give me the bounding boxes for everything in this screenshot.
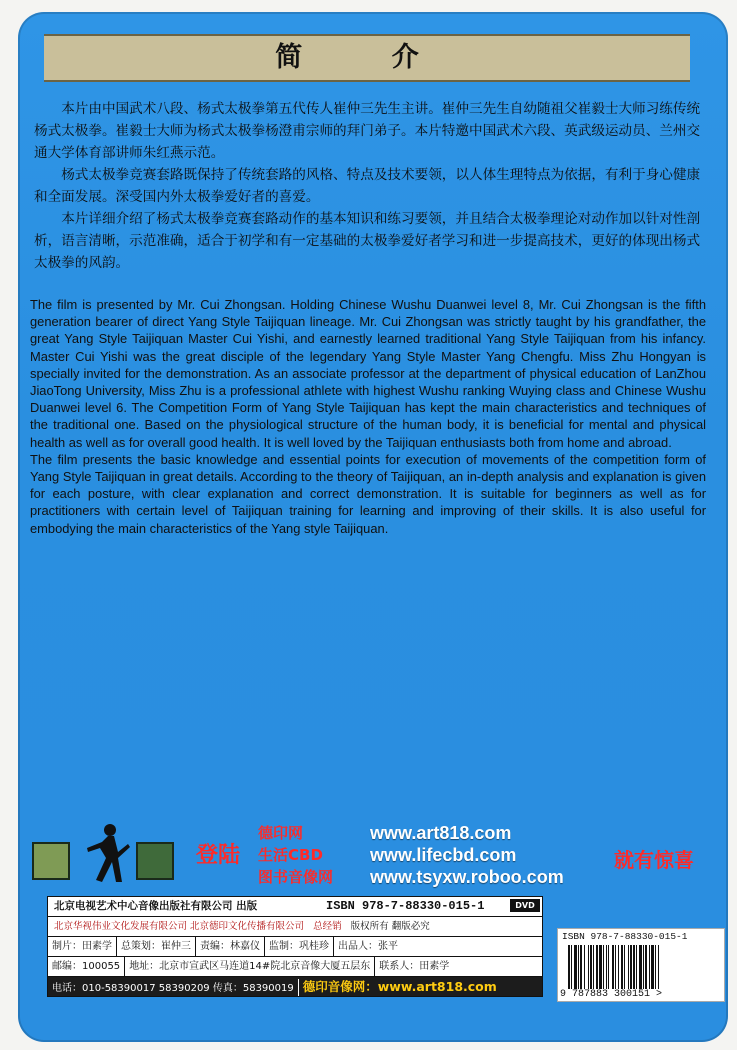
promo-sites xyxy=(258,822,333,888)
isbn-text: ISBN 978-7-88330-015-1 xyxy=(326,899,485,913)
cn-paragraph-3: 本片详细介绍了杨式太极拳竞赛套路动作的基本知识和练习要领，并且结合太极拳理论对动作加以针对性剖析，语言清晰，示范准确，适合于初学和有一定基础的太极拳爱好者学习和进一步提高技术，更好的体现出杨式太极拳的风韵。 xyxy=(34,211,701,271)
distributors: 北京华视伟业文化发展有限公司 北京德印文化传播有限公司 xyxy=(54,921,305,932)
publisher-name: 北京电视艺术中心音像出版社有限公司 出版 xyxy=(54,900,258,912)
site-label: 德印音像网：www.art818.com xyxy=(302,979,497,994)
phone: 电话：010-58390017 58390209 传真：58390019 xyxy=(48,979,299,996)
promo-url-2: www.lifecbd.com xyxy=(370,845,517,865)
info-row-address xyxy=(48,957,542,977)
rights-notice: 版权所有 翻版必究 xyxy=(350,921,430,932)
promo-url-3: www.tsyxw.roboo.com xyxy=(370,867,564,887)
calligraphy-logo-icon xyxy=(136,842,174,880)
promo-urls xyxy=(370,822,564,888)
promo-url-1: www.art818.com xyxy=(370,823,512,843)
info-row-publisher xyxy=(48,897,542,917)
promo-site-2: 生活CBD xyxy=(258,846,323,864)
barcode-digits: 9 787883 300151 > xyxy=(560,989,663,1000)
distributor-role: 总经销 xyxy=(313,921,342,932)
barcode-isbn: ISBN 978-7-88330-015-1 xyxy=(562,931,688,942)
publisher-logos xyxy=(32,836,212,896)
isbn-barcode xyxy=(557,928,725,1002)
postcode: 邮编：100055 xyxy=(48,957,125,976)
cn-paragraph-2: 杨式太极拳竞赛套路既保持了传统套路的风格、特点及技术要领，以人体生理特点为依据，有利于身心健康和全面发展。深受国内外太极拳爱好者的喜爱。 xyxy=(34,167,701,205)
info-row-phone xyxy=(48,977,542,996)
info-row-credits xyxy=(48,937,542,957)
promo-surprise: 就有惊喜 xyxy=(614,848,694,872)
dvd-logo-icon: DVD xyxy=(510,899,540,912)
credit-supervisor: 监制：巩桂珍 xyxy=(265,937,334,956)
promo-login: 登陆 xyxy=(196,843,241,868)
intro-title: 简 介 xyxy=(44,34,690,82)
credit-producer: 制片：田素学 xyxy=(48,937,117,956)
promo-site-1: 德印网 xyxy=(258,824,304,842)
english-description xyxy=(30,296,706,537)
taiji-figure-icon xyxy=(84,822,132,884)
seal-logo-icon xyxy=(32,842,70,880)
credit-planner: 总策划：崔仲三 xyxy=(117,937,196,956)
info-row-distributors xyxy=(48,917,542,937)
cn-paragraph-1: 本片由中国武术八段、杨式太极拳第五代传人崔仲三先生主讲。崔仲三先生自幼随祖父崔毅士大师习练传统杨式太极拳。崔毅士大师为杨式太极拳杨澄甫宗师的拜门弟子。本片特邀中国武术六段、英武级运动员、兰州交通大学体育部讲师朱红燕示范。 xyxy=(34,101,701,161)
address: 地址：北京市宣武区马连道14#院北京音像大厦五层东 xyxy=(125,957,375,976)
credit-presenter: 出品人：张平 xyxy=(338,941,398,952)
publication-info-table xyxy=(47,896,543,997)
contact: 联系人：田素学 xyxy=(379,961,450,972)
en-paragraph-2: The film presents the basic knowledge and essential points for execution of movements of the competition form of Yang Style Taijiquan in great details. According to the theory of Taijiquan, an in-depth analysis and explanation is given for each posture, with clear explanation and correct demonstration. It is suitable for beginners as well as for practitioners with certain level of Taijiquan training for learning and improving of their skills. It is also useful for embodying the main characteristics of the Yang style Taijiquan. xyxy=(30,451,706,536)
promo-site-3: 图书音像网 xyxy=(258,868,334,886)
barcode-bars-icon xyxy=(568,945,714,989)
chinese-description xyxy=(34,98,702,274)
credit-editor: 责编：林嘉仪 xyxy=(196,937,265,956)
en-paragraph-1: The film is presented by Mr. Cui Zhongsan. Holding Chinese Wushu Duanwei level 8, Mr. Cui Zhongsan is the fifth generation bearer of direct Yang Style Taijiquan lineage. Mr. Cui Zhongsan was strictly taught by his grandfather, the great Yang Style Taijiquan Master Cui Yishi, and earnestly learned traditional Yang Style Taijiquan from his infancy. Master Cui Yishi was the great disciple of the legendary Yang Style Master Yang Chengfu. Miss Zhu Hongyan is specially invited for the demonstration. As an associate professor at the department of physical education of LanZhou JiaoTong University, Miss Zhu is a professional athlete with highest Wushu ranking Wuying class and Chinese Wushu Duanwei level 6. The Competition Form of Yang Style Taijiquan has kept the main characteristics and techniques of the traditional one. Based on the physiological structure of the human body, it is beneficial for mental and physical health as well as for overall good health. It is well loved by the Taijiquan enthusiasts both from home and abroad. xyxy=(30,297,706,450)
